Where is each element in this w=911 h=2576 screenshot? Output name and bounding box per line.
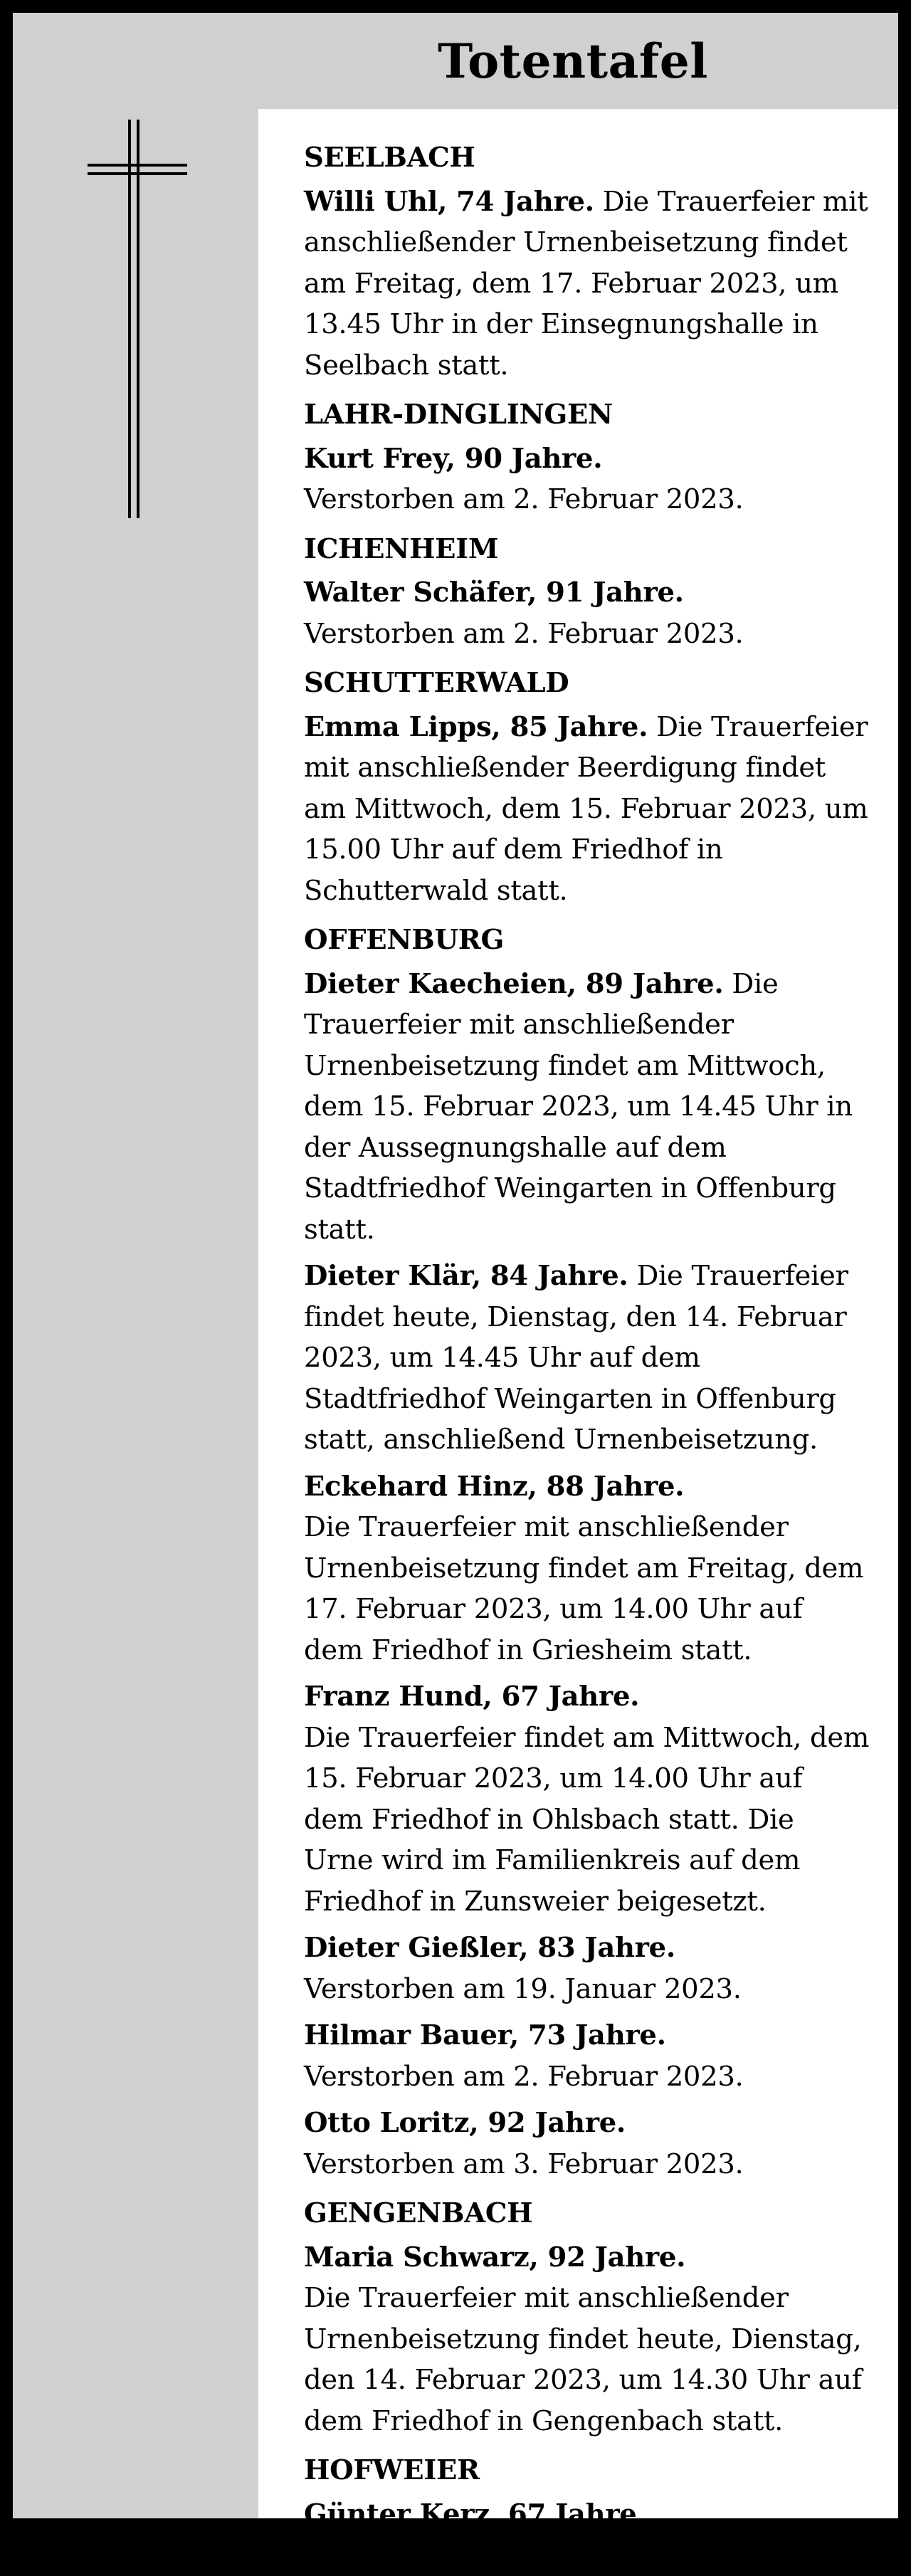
obituary-entry: [304, 572, 870, 654]
obituary-text: Die Trauerfeier mit anschließender Urnenbeisetzung findet am Freitag, dem 17. Februar 2023, um 14.00 Uhr auf dem Friedhof in Griesheim statt.: [304, 1511, 864, 1666]
obituary-entry: [304, 2103, 870, 2185]
obituary-text: Verstorben am 2. Februar 2023.: [304, 2060, 744, 2093]
obituary-text: Die Trauerfeier mit anschließender Urnenbeisetzung findet heute, Dienstag, den 14. Februar 2023, um 14.30 Uhr auf dem Friedhof in Gengenbach statt.: [304, 2282, 862, 2437]
obituary-entry: [304, 438, 870, 520]
obituary-entry: [304, 707, 870, 912]
deceased-name: Maria Schwarz, 92 Jahre.: [304, 2241, 686, 2273]
obituary-text: Die Trauerfeier mit anschließender Beerdigung findet am Mittwoch, dem 15. Februar 2023, um 15.00 Uhr auf dem Friedhof in Schutterwald statt.: [304, 710, 868, 907]
deceased-name: Otto Loritz, 92 Jahre.: [304, 2107, 626, 2139]
obituary-entry: [304, 2494, 870, 2576]
obituary-entry: [304, 2015, 870, 2097]
deceased-name: Emma Lipps, 85 Jahre.: [304, 710, 648, 743]
deceased-name: Dieter Gießler, 83 Jahre.: [304, 1932, 675, 1964]
obituary-entry: [304, 1466, 870, 1671]
deceased-name: Günter Kerz, 67 Jahre.: [304, 2498, 646, 2530]
deceased-name: Dieter Klär, 84 Jahre.: [304, 1260, 628, 1292]
obituary-entry: [304, 182, 870, 387]
obituary-entry: [304, 1256, 870, 1461]
obituary-entry: [304, 964, 870, 1251]
obituary-entry: [304, 1676, 870, 1922]
obituary-entry: [304, 2237, 870, 2442]
deceased-name: Eckehard Hinz, 88 Jahre.: [304, 1470, 685, 1503]
obituary-entry: [304, 1928, 870, 2009]
deceased-name: Franz Hund, 67 Jahre.: [304, 1681, 640, 1713]
obituary-text: Die Trauerfeier mit anschließender Urnenbeisetzung findet am Mittwoch, dem 15. Februar 2023, um 14.45 Uhr in der Aussegnungshalle auf dem Stadtfriedhof Weingarten in Offenburg statt.: [304, 967, 853, 1246]
deceased-name: Hilmar Bauer, 73 Jahre.: [304, 2019, 666, 2051]
obituary-text: Verstorben am 2. Februar 2023.: [304, 483, 744, 515]
obituary-list: [258, 109, 898, 2571]
place-heading: GENGENBACH: [304, 2197, 533, 2229]
place-heading: OFFENBURG: [304, 924, 505, 956]
obituary-text: Verstorben am 19. Januar 2023.: [304, 1972, 742, 2005]
place-heading: HOFWEIER: [304, 2454, 480, 2486]
obituary-text: Die Trauerfeier mit anschließender Urnenbeisetzung findet am Freitag, dem 17. Februar 2023, um 13.45 Uhr in der Einsegnungshalle in Seelbach statt.: [304, 185, 868, 382]
obituary-text: Verstorben am 2. Februar 2023.: [304, 617, 744, 650]
place-heading: LAHR-DINGLINGEN: [304, 399, 613, 431]
place-heading: ICHENHEIM: [304, 532, 499, 565]
obituary-text: Verstorben am 1. Februar 2023.: [304, 2539, 744, 2571]
obituary-panel: [13, 13, 898, 2571]
page-title: Totentafel: [438, 33, 708, 89]
obituary-text: Verstorben am 3. Februar 2023.: [304, 2147, 744, 2180]
place-heading: SCHUTTERWALD: [304, 667, 569, 699]
obituary-text: Die Trauerfeier findet heute, Dienstag, den 14. Februar 2023, um 14.45 Uhr auf dem Stadtfriedhof Weingarten in Offenburg statt, anschließend Urnenbeisetzung.: [304, 1260, 848, 1456]
deceased-name: Dieter Kaecheien, 89 Jahre.: [304, 967, 724, 1000]
obituary-text: Die Trauerfeier findet am Mittwoch, dem 15. Februar 2023, um 14.00 Uhr auf dem Friedhof in Ohlsbach statt. Die Urne wird im Familienkreis auf dem Friedhof in Zunsweier beigesetzt.: [304, 1721, 870, 1918]
cross-icon: [88, 120, 187, 518]
place-heading: SEELBACH: [304, 142, 475, 174]
deceased-name: Willi Uhl, 74 Jahre.: [304, 185, 594, 218]
deceased-name: Walter Schäfer, 91 Jahre.: [304, 577, 684, 609]
deceased-name: Kurt Frey, 90 Jahre.: [304, 442, 603, 475]
